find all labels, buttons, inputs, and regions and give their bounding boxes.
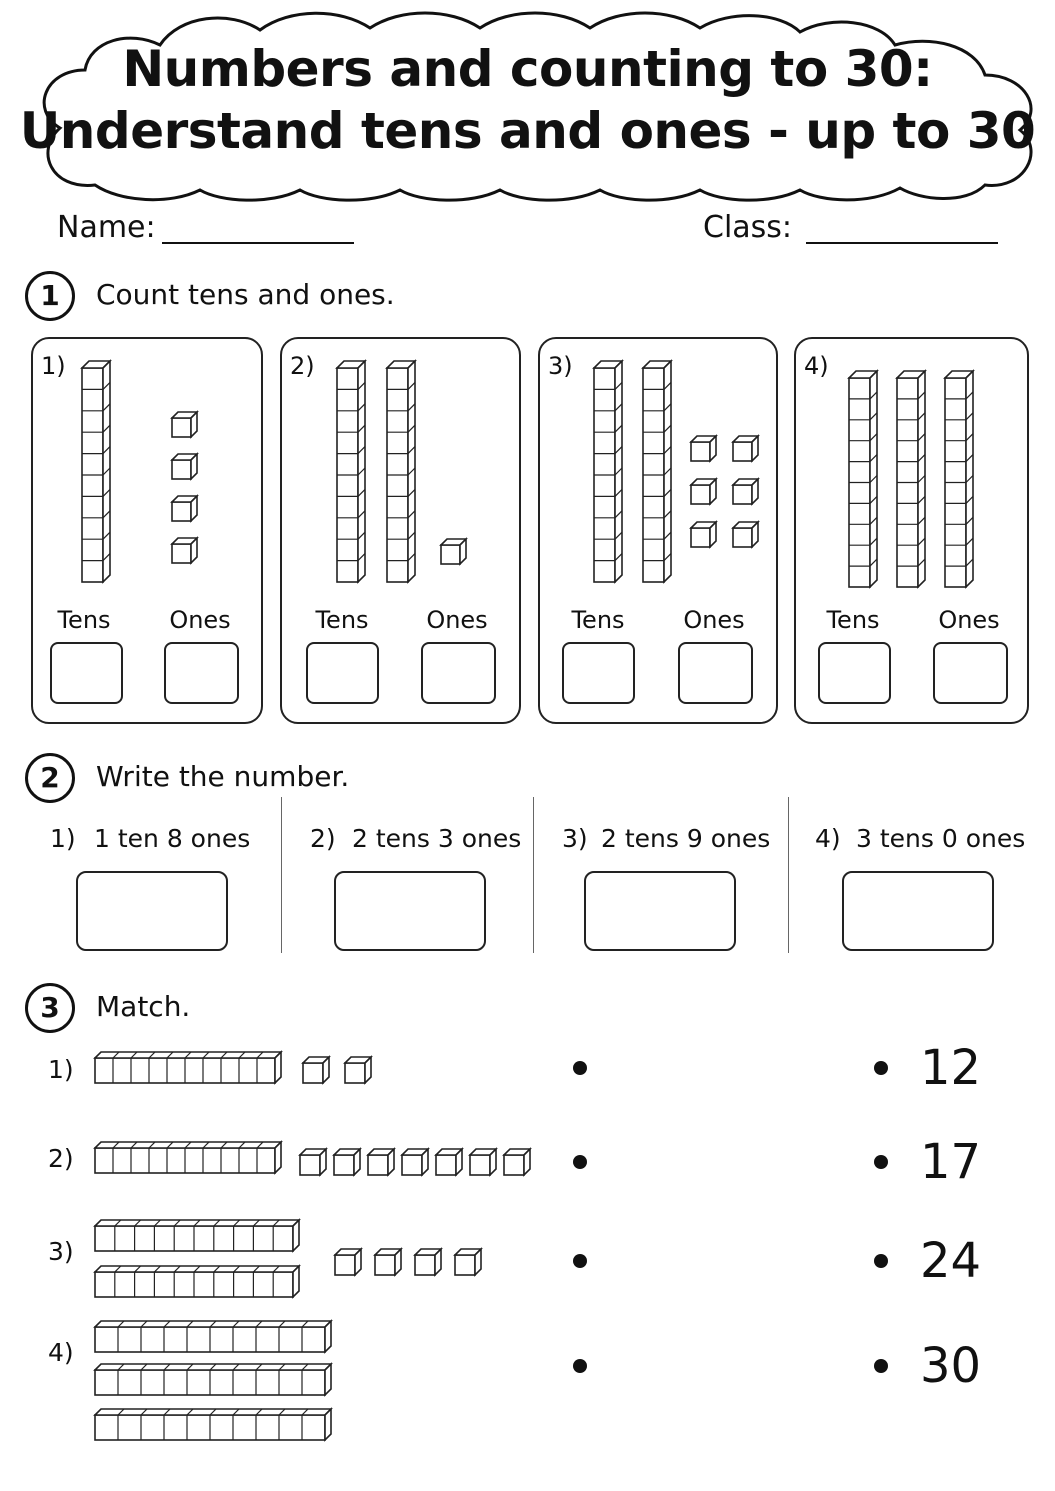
one-cube-block (415, 1249, 441, 1275)
match-answer-2: 17 (920, 1134, 982, 1190)
one-cube-block (455, 1249, 481, 1275)
write-item-3-text: 2 tens 9 ones (601, 824, 771, 853)
match-answer-3: 24 (920, 1233, 982, 1289)
one-cube-block (691, 479, 716, 504)
count-card-2-label: 2) (290, 352, 315, 380)
count-card-4-label: 4) (804, 352, 829, 380)
write-item-4-text: 3 tens 0 ones (856, 824, 1026, 853)
class-label: Class: (703, 210, 793, 245)
ten-rod-block (849, 371, 877, 587)
match-item-3-label: 3) (48, 1237, 74, 1266)
one-cube-block (345, 1057, 371, 1083)
ones-label: Ones (169, 606, 231, 634)
ten-rod-block (95, 1364, 331, 1395)
tens-label: Tens (315, 606, 369, 634)
one-cube-block (334, 1149, 360, 1175)
write-item-4-label: 4) (815, 824, 841, 853)
match-item-1-label: 1) (48, 1055, 74, 1084)
write-item-1-text: 1 ten 8 ones (94, 824, 251, 853)
name-label: Name: (57, 210, 156, 245)
section-3-number: 3 (25, 983, 75, 1033)
one-cube-block (733, 479, 758, 504)
one-cube-block (172, 454, 197, 479)
ones-label: Ones (938, 606, 1000, 634)
write-item-3-label: 3) (562, 824, 588, 853)
ten-rod-block (897, 371, 925, 587)
write-item-1-label: 1) (50, 824, 76, 853)
one-cube-block (335, 1249, 361, 1275)
section-1-instruction: Count tens and ones. (96, 278, 395, 311)
tens-label: Tens (571, 606, 625, 634)
ten-rod-block (594, 361, 622, 582)
match-item-4-label: 4) (48, 1338, 74, 1367)
section-1-number: 1 (25, 271, 75, 321)
one-cube-block (733, 436, 758, 461)
one-cube-block (300, 1149, 326, 1175)
ten-rod-block (95, 1052, 281, 1083)
ten-rod-block (95, 1142, 281, 1173)
one-cube-block (303, 1057, 329, 1083)
ones-label: Ones (683, 606, 745, 634)
ten-rod-block (95, 1220, 299, 1251)
section-2-instruction: Write the number. (96, 760, 350, 793)
ten-rod-block (643, 361, 671, 582)
one-cube-block (375, 1249, 401, 1275)
one-cube-block (172, 538, 197, 563)
one-cube-block (436, 1149, 462, 1175)
write-item-2-label: 2) (310, 824, 336, 853)
one-cube-block (368, 1149, 394, 1175)
one-cube-block (691, 436, 716, 461)
tens-label: Tens (826, 606, 880, 634)
one-cube-block (172, 496, 197, 521)
title-line-1: Numbers and counting to 30: (122, 40, 933, 98)
one-cube-block (504, 1149, 530, 1175)
one-cube-block (691, 522, 716, 547)
tens-label: Tens (57, 606, 111, 634)
match-item-2-label: 2) (48, 1144, 74, 1173)
ten-rod-block (95, 1409, 331, 1440)
one-cube-block (733, 522, 758, 547)
ones-label: Ones (426, 606, 488, 634)
match-answer-1: 12 (920, 1040, 982, 1096)
section-3-instruction: Match. (96, 990, 191, 1023)
count-card-3-label: 3) (548, 352, 573, 380)
one-cube-block (402, 1149, 428, 1175)
ten-rod-block (95, 1266, 299, 1297)
one-cube-block (470, 1149, 496, 1175)
ten-rod-block (95, 1321, 331, 1352)
count-card-1-label: 1) (41, 352, 66, 380)
ten-rod-block (82, 361, 110, 582)
ten-rod-block (337, 361, 365, 582)
one-cube-block (441, 539, 466, 564)
title-line-2: Understand tens and ones - up to 30 (19, 102, 1036, 160)
write-item-2-text: 2 tens 3 ones (352, 824, 522, 853)
match-answer-4: 30 (920, 1338, 982, 1394)
section-2-number: 2 (25, 753, 75, 803)
ten-rod-block (945, 371, 973, 587)
one-cube-block (172, 412, 197, 437)
ten-rod-block (387, 361, 415, 582)
